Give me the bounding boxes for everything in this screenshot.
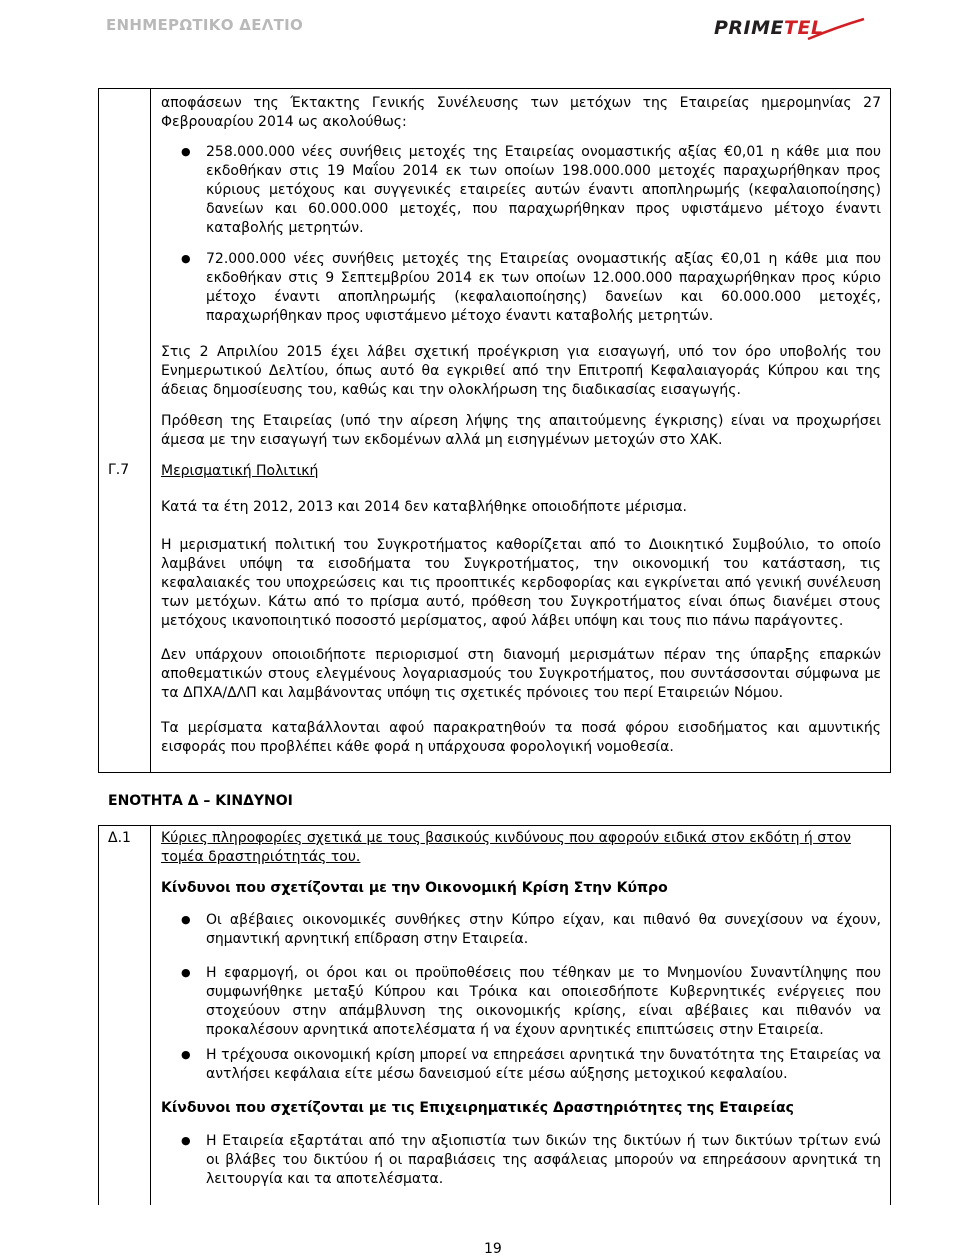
section-title: ΕΝΟΤΗΤΑ Δ – ΚΙΝΔΥΝΟΙ <box>108 793 293 809</box>
intro-paragraph: αποφάσεων της Έκτακτης Γενικής Συνέλευσης των μετόχων της Εταιρείας ημερομηνίας 27 Φεβρουαρίου 2014 ως ακολούθως: <box>161 95 881 130</box>
table1-right-border <box>890 88 891 772</box>
table1-bottom-border <box>98 772 891 773</box>
document-header-title: ΕΝΗΜΕΡΩΤΙΚΟ ΔΕΛΤΙΟ <box>106 16 304 34</box>
risk-heading-economic-crisis: Κίνδυνοι που σχετίζονται με την Οικονομική Κρίση Στην Κύπρο <box>161 880 668 896</box>
page-number: 19 <box>484 1241 502 1257</box>
bullet-icon: ● <box>181 145 191 158</box>
g7-paragraph-1: Κατά τα έτη 2012, 2013 και 2014 δεν καταβλήθηκε οποιοδήποτε μέρισμα. <box>161 499 687 515</box>
risk-bullet-1: Οι αβέβαιες οικονομικές συνθήκες στην Κύπρο είχαν, και πιθανό θα συνεχίσουν να έχουν, σημαντική αρνητική επίδραση στην Εταιρεία. <box>206 912 881 947</box>
paragraph-april: Στις 2 Απριλίου 2015 έχει λάβει σχετική προέγκριση για εισαγωγή, υπό τον όρο υποβολής του Ενημερωτικού Δελτίου, όπως αυτό θα εγκριθεί από την Επιτροπή Κεφαλαιαγοράς Κύπρου και της άδειας δημοσίευσης του, καθώς και την ολοκλήρωση της διαδικασίας εισαγωγής. <box>161 344 881 398</box>
paragraph-intent: Πρόθεση της Εταιρείας (υπό την αίρεση λήψης της απαιτούμενης έγκρισης) είναι να προχωρήσει άμεσα με την εισαγωγή των εκδομένων αλλά μη εισηγμένων μετοχών στο ΧΑΚ. <box>161 413 881 448</box>
table2-right-border <box>890 825 891 1205</box>
logo-prime: PRIME <box>714 17 785 39</box>
table2-top-border <box>98 825 891 826</box>
table2-divider <box>150 825 151 1205</box>
table1-top-border <box>98 88 891 89</box>
risk-bullet-2: Η εφαρμογή, οι όροι και οι προϋποθέσεις που τέθηκαν με το Μνημονίου Συναντίληψης που συμφωνήθηκε μεταξύ Κύπρου και Τρόικα και οποιεσδήποτε Κυβερνητικές ενέργειες που στοχεύουν στην απάμβλυνση της οικονομικής κρίσης, είναι αβέβαιες και πιθανόν να προκαλέσουν αρνητικά αποτελέσματα ή να έχουν αρνητικές επιπτώσεις στην Εταιρεία. <box>206 965 881 1038</box>
bullet-icon: ● <box>181 966 191 979</box>
bullet-icon: ● <box>181 913 191 926</box>
bullet-icon: ● <box>181 1048 191 1061</box>
d1-title: Κύριες πληροφορίες σχετικά με τους βασικούς κινδύνους που αφορούν ειδικά στον εκδότη ή στον τομέα δραστηριότητάς του. <box>161 830 851 865</box>
primetel-logo <box>712 17 868 43</box>
bullet-share-issue-1: 258.000.000 νέες συνήθεις μετοχές της Εταιρείας ονομαστικής αξίας €0,01 η κάθε μια που εκδοθήκαν στις 19 Μαΐου 2014 εκ των οποίων 198.000.000 μετοχές παραχωρήθηκαν προς κύριους μετόχους και συγγενικές εταιρείες αυτών έναντι αποπληρωμής (κεφαλαιοποίησης) δανείων και 60.000.000 μετοχές, που παραχωρήθηκαν προς υφιστάμενο μέτοχο έναντι καταβολής μετρητών. <box>206 144 881 236</box>
table2-left-border <box>98 825 99 1205</box>
g7-label: Γ.7 <box>108 462 130 478</box>
bullet-icon: ● <box>181 252 191 265</box>
g7-title: Μερισματική Πολιτική <box>161 463 319 479</box>
risk-heading-business: Κίνδυνοι που σχετίζονται με τις Επιχειρηματικές Δραστηριότητες της Εταιρείας <box>161 1100 794 1116</box>
g7-paragraph-3: Δεν υπάρχουν οποιοιδήποτε περιορισμοί στη διανομή μερισμάτων πέραν της ύπαρξης επαρκών αποθεματικών στους ελεγμένους λογαριασμούς του Συγκροτήματος, που συντάσσονται σύμφωνα με τα ΔΠΧΑ/ΔΛΠ και λαμβάνοντας υπόψη τις σχετικές πρόνοιες του περί Εταιρειών Νόμου. <box>161 647 881 701</box>
table1-left-border <box>98 88 99 772</box>
d1-label: Δ.1 <box>108 830 131 846</box>
table1-divider <box>150 88 151 772</box>
bullet-share-issue-2: 72.000.000 νέες συνήθεις μετοχές της Εταιρείας ονομαστικής αξίας €0,01 η κάθε μια που εκδοθήκαν στις 9 Σεπτεμβρίου 2014 εκ των οποίων 12.000.000 παραχωρήθηκαν προς κύριο μέτοχο έναντι αποπληρωμής (κεφαλαιοποίησης) δανείων και 60.000.000 μετοχές, παραχωρήθηκαν προς υφιστάμενο μέτοχο έναντι καταβολής μετρητών. <box>206 251 881 324</box>
g7-paragraph-2: Η μερισματική πολιτική του Συγκροτήματος καθορίζεται από το Διοικητικό Συμβούλιο, το οποίο λαμβάνει υπόψη τα εισοδήματα του Συγκροτήματος, την οικονομική του κατάσταση, τις κεφαλαιακές του υποχρεώσεις και τις προοπτικές κερδοφορίας και εγκρίνεται από γενική συνέλευση των μετόχων. Κάτω από το πρίσμα αυτό, πρόθεση του Συγκροτήματος είναι όπως διανέμει στους μετόχους ικανοποιητικό ποσοστό μερίσματος, αφού λάβει υπόψη και τους πιο πάνω παράγοντες. <box>161 537 881 629</box>
risk-bullet-3: Η τρέχουσα οικονομική κρίση μπορεί να επηρεάσει αρνητικά την δυνατότητα της Εταιρείας να αντλήσει κεφάλαια είτε μέσω δανεισμού είτε μέσω αύξησης μετοχικού κεφαλαίου. <box>206 1047 881 1082</box>
risk-bullet-4: Η Εταιρεία εξαρτάται από την αξιοπιστία των δικών της δικτύων ή των δικτύων τρίτων ενώ οι βλάβες του δικτύου ή οι παραβιάσεις της ασφάλειας μπορούν να επηρεάσουν αρνητικά τη λειτουργία και τα αποτελέσματα. <box>206 1133 881 1187</box>
bullet-icon: ● <box>181 1134 191 1147</box>
logo-tel: TEL <box>784 17 824 39</box>
logo-wordmark <box>714 17 824 39</box>
g7-paragraph-4: Τα μερίσματα καταβάλλονται αφού παρακρατηθούν τα ποσά φόρου εισοδήματος και αμυντικής εισφοράς που προβλέπει κάθε φορά η υπάρχουσα φορολογική νομοθεσία. <box>161 720 881 755</box>
